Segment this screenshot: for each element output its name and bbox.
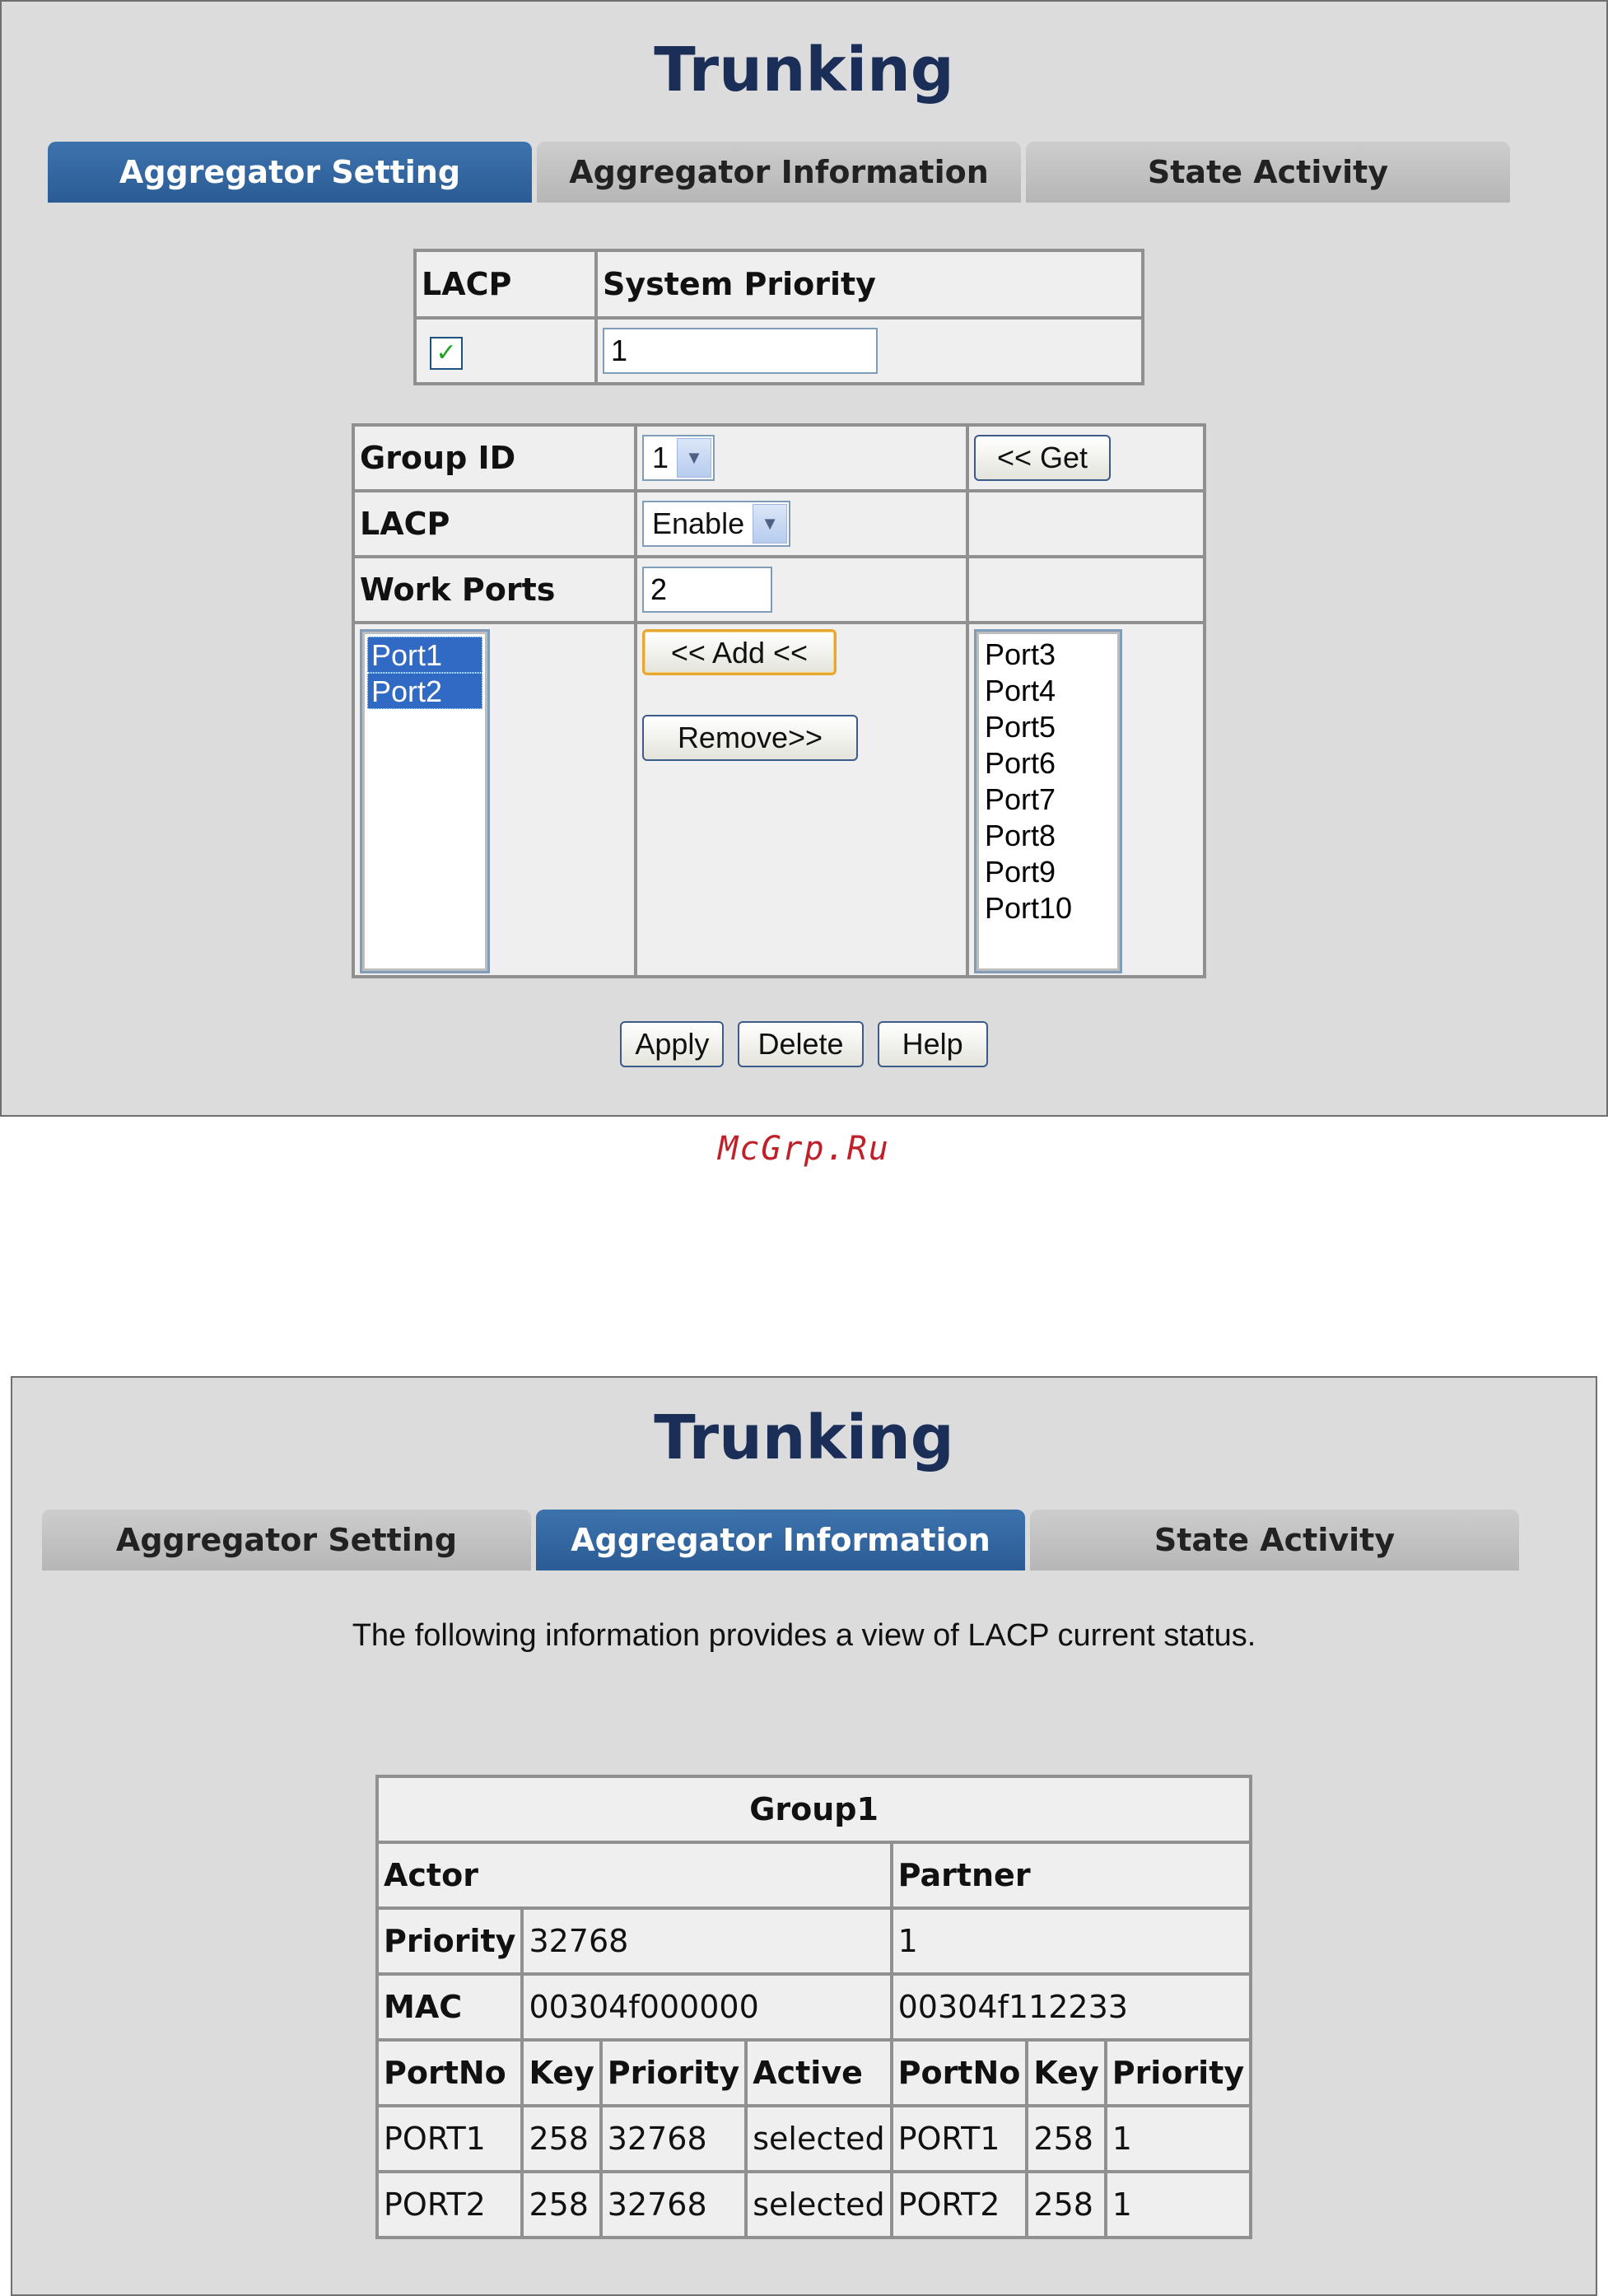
- watermark: McGrp.Ru: [718, 1130, 890, 1168]
- delete-button[interactable]: Delete: [738, 1021, 863, 1067]
- table-cell: PORT1: [377, 2106, 522, 2172]
- list-item[interactable]: Port6: [985, 746, 1056, 780]
- table-cell: 258: [1027, 2106, 1105, 2172]
- partner-priority: 1: [892, 1908, 1251, 1974]
- tab-aggregator-information[interactable]: Aggregator Information: [536, 1510, 1025, 1570]
- list-item[interactable]: Port4: [985, 674, 1056, 707]
- actor-priority: 32768: [522, 1908, 891, 1974]
- aggregator-information-panel: [11, 1376, 1597, 2296]
- partner-label: Partner: [892, 1842, 1251, 1908]
- list-item[interactable]: Port2: [367, 673, 482, 709]
- column-header: PortNo: [377, 2040, 522, 2106]
- list-item[interactable]: Port8: [985, 819, 1056, 852]
- tab-aggregator-setting[interactable]: Aggregator Setting: [42, 1510, 531, 1570]
- list-item[interactable]: Port5: [985, 710, 1056, 744]
- lacp-checkbox[interactable]: ✓: [430, 337, 463, 370]
- column-header: PortNo: [892, 2040, 1028, 2106]
- tab-state-activity[interactable]: State Activity: [1026, 142, 1510, 203]
- list-item[interactable]: Port7: [985, 782, 1056, 816]
- table-cell: 1: [1106, 2172, 1251, 2238]
- system-priority-input[interactable]: 1: [603, 328, 878, 374]
- action-buttons: [2, 1021, 1606, 1067]
- column-header: Key: [1027, 2040, 1105, 2106]
- list-item[interactable]: Port9: [985, 855, 1056, 889]
- actor-mac: 00304f000000: [522, 1974, 891, 2040]
- apply-button[interactable]: Apply: [620, 1021, 724, 1067]
- table-cell: PORT1: [892, 2106, 1028, 2172]
- table-cell: 258: [522, 2172, 600, 2238]
- table-cell: PORT2: [892, 2172, 1028, 2238]
- table-cell: 32768: [601, 2106, 746, 2172]
- lacp-select[interactable]: Enable ▼: [642, 501, 790, 547]
- table-row: [377, 2106, 1251, 2172]
- tab-state-activity[interactable]: State Activity: [1030, 1510, 1519, 1570]
- list-item[interactable]: Port1: [367, 637, 482, 673]
- page-title: Trunking: [654, 35, 954, 105]
- table-cell: 1: [1106, 2106, 1251, 2172]
- page-title: Trunking: [654, 1402, 954, 1473]
- partner-mac: 00304f112233: [892, 1974, 1251, 2040]
- actor-label: Actor: [377, 1842, 892, 1908]
- remove-button[interactable]: Remove>>: [642, 715, 858, 761]
- lacp-header: LACP: [415, 250, 596, 318]
- list-item[interactable]: Port3: [985, 637, 1056, 671]
- system-priority-header: System Priority: [596, 250, 1143, 318]
- column-header: Priority: [601, 2040, 746, 2106]
- help-button[interactable]: Help: [878, 1021, 988, 1067]
- add-button[interactable]: << Add <<: [642, 629, 837, 675]
- table-cell: PORT2: [377, 2172, 522, 2238]
- work-ports-input[interactable]: 2: [642, 567, 772, 613]
- lacp-status-table: [375, 1775, 1252, 2239]
- table-cell: 32768: [601, 2172, 746, 2238]
- mac-label: MAC: [377, 1974, 522, 2040]
- column-header: Active: [746, 2040, 891, 2106]
- tab-aggregator-information[interactable]: Aggregator Information: [537, 142, 1021, 203]
- description-text: The following information provides a view of LACP current status.: [352, 1618, 1256, 1653]
- work-ports-label: Work Ports: [353, 557, 636, 623]
- available-ports-list[interactable]: [974, 629, 1122, 973]
- group-id-label: Group ID: [353, 425, 636, 491]
- table-cell: 258: [1027, 2172, 1105, 2238]
- table-row: [377, 2172, 1251, 2238]
- priority-label: Priority: [377, 1908, 522, 1974]
- tab-aggregator-setting[interactable]: Aggregator Setting: [48, 142, 532, 203]
- aggregator-setting-panel: [0, 0, 1608, 1117]
- group-title: Group1: [377, 1776, 1251, 1842]
- get-button[interactable]: << Get: [974, 435, 1111, 481]
- table-cell: 258: [522, 2106, 600, 2172]
- column-header: Priority: [1106, 2040, 1251, 2106]
- table-cell: selected: [746, 2106, 891, 2172]
- column-header: Key: [522, 2040, 600, 2106]
- system-priority-table: [413, 249, 1144, 385]
- lacp-label: LACP: [353, 491, 636, 557]
- chevron-down-icon: ▼: [753, 504, 787, 544]
- selected-ports-list[interactable]: [360, 629, 490, 973]
- list-item[interactable]: Port10: [985, 891, 1073, 925]
- group-id-select[interactable]: 1 ▼: [642, 435, 715, 481]
- chevron-down-icon: ▼: [677, 438, 711, 478]
- group-settings-table: [352, 423, 1206, 978]
- table-cell: selected: [746, 2172, 891, 2238]
